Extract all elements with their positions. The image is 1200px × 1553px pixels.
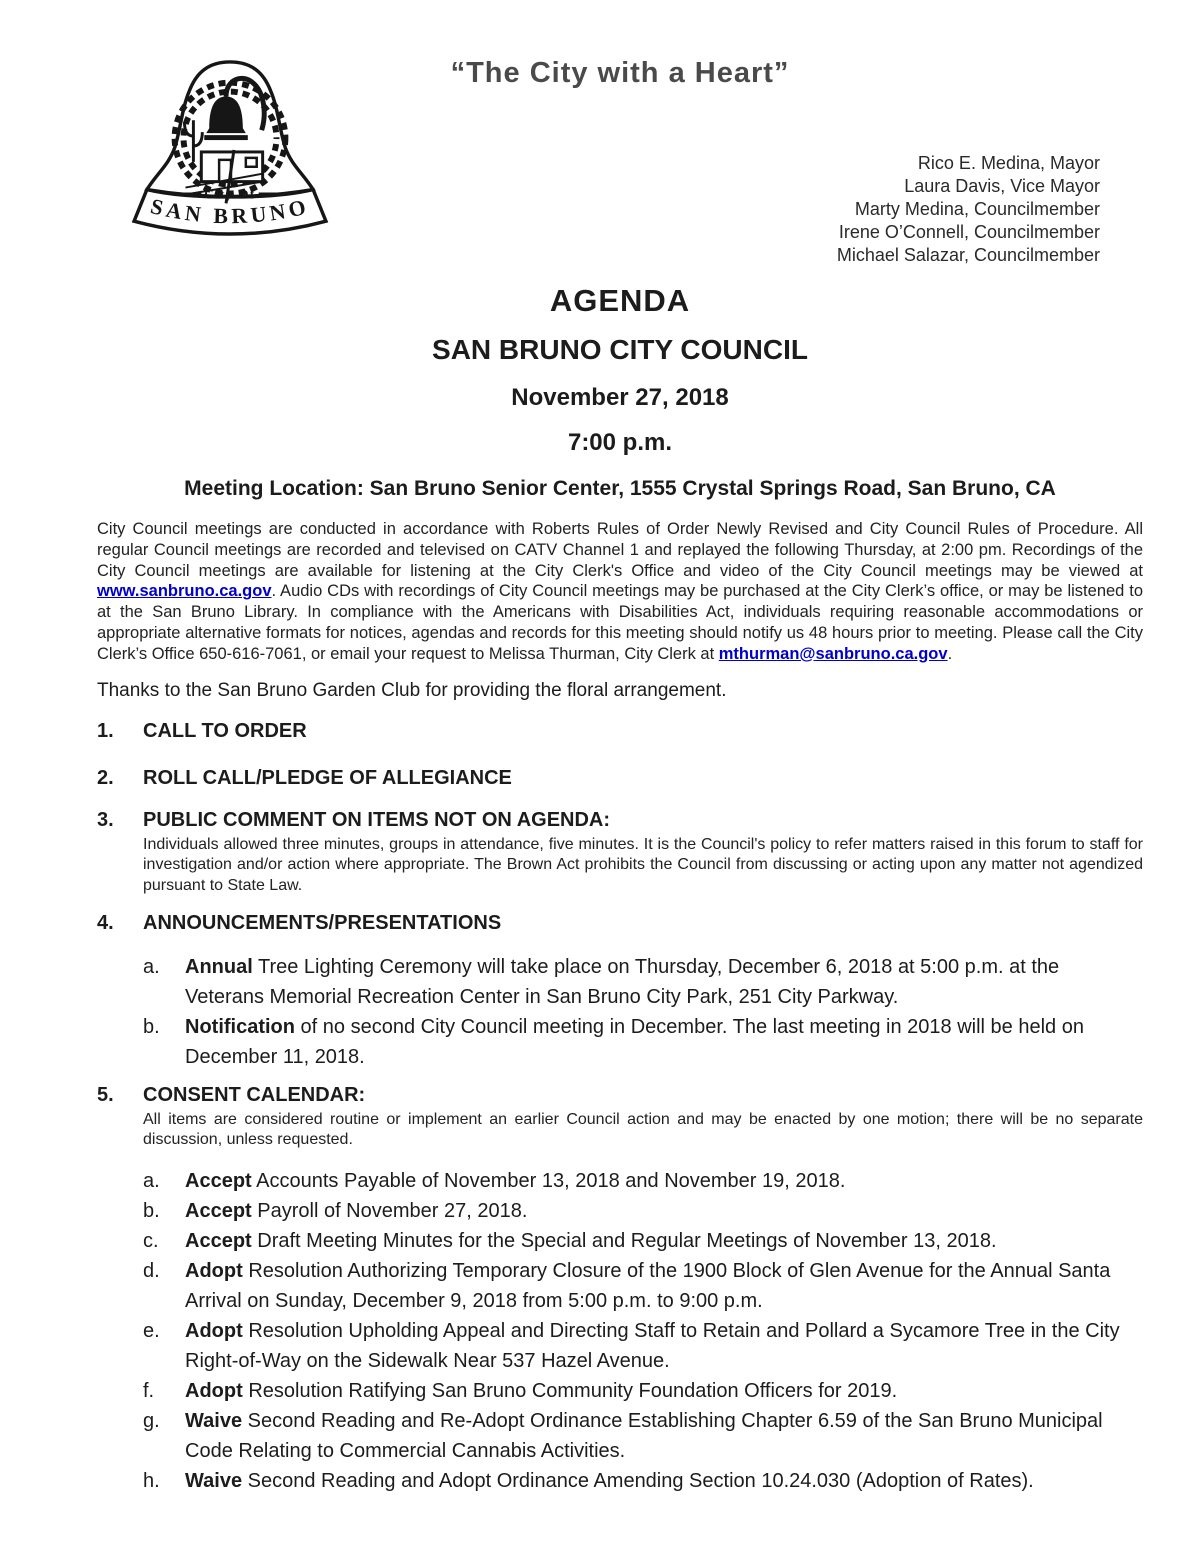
subitem-body: Draft Meeting Minutes for the Special and Regular Meetings of November 13, 2018. bbox=[251, 1230, 997, 1253]
subitem-text bbox=[185, 1376, 1143, 1406]
subitem-lead: Annual bbox=[185, 955, 253, 978]
section-title: ROLL CALL/PLEDGE OF ALLEGIANCE bbox=[143, 766, 512, 789]
subitem-text bbox=[185, 1466, 1143, 1496]
seal-label-top: City Of bbox=[204, 187, 256, 202]
section-roll-call bbox=[97, 766, 1143, 791]
agenda-subitem bbox=[143, 1166, 1143, 1196]
agenda-subitem bbox=[143, 1376, 1143, 1406]
section-number: 5. bbox=[97, 1083, 114, 1106]
section-title: PUBLIC COMMENT ON ITEMS NOT ON AGENDA: bbox=[143, 808, 611, 831]
meeting-location: Meeting Location: San Bruno Senior Center, 1555 Crystal Springs Road, San Bruno, CA bbox=[184, 477, 1056, 500]
subitem-body: Payroll of November 27, 2018. bbox=[251, 1200, 528, 1223]
subitem-letter: a. bbox=[143, 1170, 160, 1193]
agenda-subitem bbox=[143, 1012, 1143, 1072]
subitem-text bbox=[185, 1226, 1143, 1256]
seal-label-bottom: SAN BRUNO bbox=[148, 194, 312, 229]
section-title: CALL TO ORDER bbox=[143, 719, 307, 742]
subitem-text bbox=[185, 952, 1143, 1012]
subitem-text bbox=[185, 1406, 1143, 1466]
subitem-lead: Accept bbox=[185, 1170, 252, 1193]
subitem-letter: b. bbox=[143, 1015, 160, 1038]
subitem-body: Resolution Upholding Appeal and Directing Staff to Retain and Pollard a Sycamore Tree in the City Right-of-Way on the Sidewalk Near 537 Hazel Avenue. bbox=[185, 1320, 1120, 1373]
subitem-lead: Accept bbox=[185, 1230, 252, 1253]
subitem-text bbox=[185, 1166, 1143, 1196]
subitem-letter: c. bbox=[143, 1230, 159, 1253]
section-number: 4. bbox=[97, 911, 114, 934]
official-councilmember-3: Michael Salazar, Councilmember bbox=[836, 245, 1100, 265]
subitem-text bbox=[185, 1196, 1143, 1226]
subitem-text bbox=[185, 1316, 1143, 1376]
section-number: 3. bbox=[97, 808, 114, 831]
subitem-lead: Adopt bbox=[185, 1380, 243, 1403]
section-note: All items are considered routine or implement an earlier Council action and may be enacted by one motion; there will be no separate discussion, unless requested. bbox=[143, 1110, 1143, 1149]
agenda-subitem bbox=[143, 1256, 1143, 1316]
officials-list bbox=[837, 152, 1100, 267]
city-motto: “The City with a Heart” bbox=[450, 57, 790, 89]
section-title: ANNOUNCEMENTS/PRESENTATIONS bbox=[143, 911, 502, 934]
official-councilmember-2: Irene O’Connell, Councilmember bbox=[838, 222, 1100, 242]
consent-items bbox=[143, 1166, 1143, 1496]
subitem-text bbox=[185, 1256, 1143, 1316]
subitem-body: Second Reading and Re-Adopt Ordinance Establishing Chapter 6.59 of the San Bruno Municipal Code Relating to Commercial Cannabis Activities. bbox=[185, 1410, 1103, 1463]
website-link[interactable]: www.sanbruno.ca.gov bbox=[97, 582, 272, 601]
subitem-lead: Adopt bbox=[185, 1260, 243, 1283]
subitem-body: of no second City Council meeting in December. The last meeting in 2018 will be held on December 11, 2018. bbox=[185, 1015, 1084, 1068]
subitem-letter: g. bbox=[143, 1410, 160, 1433]
document-header bbox=[97, 55, 1143, 283]
official-vice-mayor: Laura Davis, Vice Mayor bbox=[904, 176, 1100, 196]
subitem-letter: e. bbox=[143, 1320, 160, 1343]
agenda-subitem bbox=[143, 1316, 1143, 1376]
subitem-lead: Accept bbox=[185, 1200, 252, 1223]
official-councilmember-1: Marty Medina, Councilmember bbox=[854, 199, 1100, 219]
subitem-lead: Adopt bbox=[185, 1320, 243, 1343]
subitem-text bbox=[185, 1012, 1143, 1072]
section-title: CONSENT CALENDAR: bbox=[143, 1083, 366, 1106]
agenda-title: AGENDA bbox=[549, 283, 691, 318]
official-mayor: Rico E. Medina, Mayor bbox=[917, 153, 1100, 173]
section-call-to-order bbox=[97, 719, 1143, 744]
agenda-subitem bbox=[143, 1196, 1143, 1226]
subitem-body: Resolution Ratifying San Bruno Community Foundation Officers for 2019. bbox=[242, 1380, 898, 1403]
subitem-body: Accounts Payable of November 13, 2018 and November 19, 2018. bbox=[251, 1170, 846, 1193]
seal-banner-text bbox=[148, 187, 312, 228]
thanks-note: Thanks to the San Bruno Garden Club for providing the floral arrangement. bbox=[97, 679, 727, 701]
subitem-lead: Waive bbox=[185, 1470, 243, 1493]
subitem-body: Resolution Authorizing Temporary Closure of the 1900 Block of Glen Avenue for the Annual Santa Arrival on Sunday, December 9, 2018 from 5:00 p.m. to 9:00 p.m. bbox=[185, 1260, 1111, 1313]
intro-paragraph bbox=[97, 519, 1143, 665]
meeting-time: 7:00 p.m. bbox=[567, 429, 673, 456]
section-note: Individuals allowed three minutes, groups in attendance, five minutes. It is the Council's policy to refer matters raised in this forum to staff for investigation and/or action where appropriate. The Brown Act prohibits the Council from discussing or acting upon any matter not agendized pursuant to State Law. bbox=[143, 835, 1143, 894]
subitem-letter: f. bbox=[143, 1380, 155, 1403]
agenda-subitem bbox=[143, 1406, 1143, 1466]
subitem-letter: b. bbox=[143, 1200, 160, 1223]
agenda-subitem bbox=[143, 1466, 1143, 1496]
subitem-lead: Notification bbox=[185, 1015, 295, 1038]
announcement-items bbox=[143, 952, 1143, 1072]
agenda-subitem bbox=[143, 952, 1143, 1012]
subitem-letter: h. bbox=[143, 1470, 160, 1493]
subitem-letter: a. bbox=[143, 955, 160, 978]
email-link[interactable]: mthurman@sanbruno.ca.gov bbox=[718, 644, 948, 663]
section-announcements bbox=[97, 911, 1143, 1072]
intro-text-1: City Council meetings are conducted in accordance with Roberts Rules of Order Newly Revised and City Council Rules of Procedure. All regular Council meetings are recorded and televised on CATV Channel 1 and replayed the following Thursday, at 2:00 pm. Recordings of the City Council meetings are available for listening at the City Clerk's Office and video of the City Council meetings may be viewed at bbox=[97, 520, 1143, 580]
section-consent-calendar bbox=[97, 1083, 1143, 1496]
section-number: 2. bbox=[97, 766, 114, 789]
section-public-comment bbox=[97, 808, 1143, 897]
agenda-subitem bbox=[143, 1226, 1143, 1256]
subitem-lead: Waive bbox=[185, 1410, 243, 1433]
section-number: 1. bbox=[97, 719, 114, 742]
meeting-date: November 27, 2018 bbox=[511, 384, 729, 411]
subitem-body: Tree Lighting Ceremony will take place on Thursday, December 6, 2018 at 5:00 p.m. at the Veterans Memorial Recreation Center in San Bruno City Park, 251 City Parkway. bbox=[185, 955, 1060, 1008]
intro-text-3: . bbox=[947, 644, 953, 663]
council-title: SAN BRUNO CITY COUNCIL bbox=[432, 334, 808, 365]
subitem-body: Second Reading and Adopt Ordinance Amending Section 10.24.030 (Adoption of Rates). bbox=[242, 1470, 1034, 1493]
subitem-letter: d. bbox=[143, 1260, 160, 1283]
intro-text-2: . Audio CDs with recordings of City Council meetings may be purchased at the City Clerk’s office, or may be listened to at the San Bruno Library. In compliance with the Americans with Disabilities Act, individuals requiring reasonable accommodations or appropriate alternative formats for notices, agendas and records for this meeting should notify us 48 hours prior to meeting. Please call the City Clerk’s Office 650-616-7061, or email your request to Melissa Thurman, City Clerk at bbox=[97, 582, 1143, 663]
